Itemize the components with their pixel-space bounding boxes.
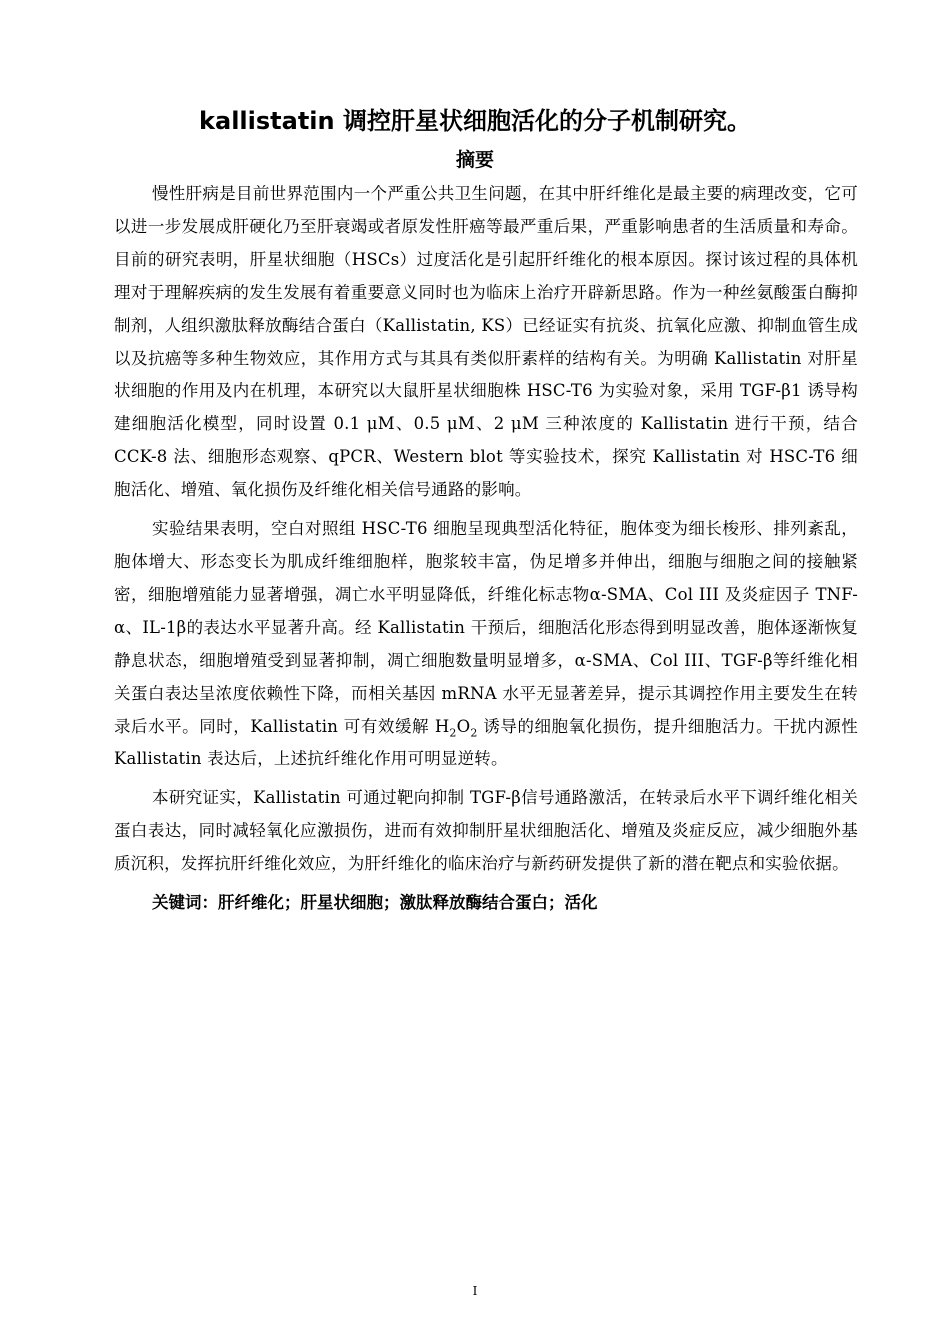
abstract-paragraph-3: 本研究证实，Kallistatin 可通过靶向抑制 TGF-β信号通路激活，在转录后水平下调纤维化相关蛋白表达，同时减轻氧化应激损伤，进而有效抑制肝星状细胞活化、增殖及炎症反应，减少细胞外基质沉积，发挥抗肝纤维化效应，为肝纤维化的临床治疗与新药研发提供了新的潜在靶点和实验依据。 bbox=[114, 788, 858, 874]
paragraph-2-text-part-1: 实验结果表明，空白对照组 HSC-T6 细胞呈现典型活化特征，胞体变为细长梭形、排列紊乱，胞体增大、形态变长为肌成纤维细胞样，胞浆较丰富，伪足增多并伸出，细胞与细胞之间的接触紧密，细胞增殖能力显著增强，凋亡水平明显降低，纤维化标志物α-SMA、Col III 及炎症因子 TNF-α、IL-1β的表达水平显著升高。经 Kallistatin 干预后，细胞活化形态得到明显改善，胞体逐渐恢复静息状态，细胞增殖受到显著抑制，凋亡细胞数量明显增多，α-SMA、Col III、TGF-β等纤维化相关蛋白表达呈浓度依赖性下降，而相关基因 mRNA 水平无显著差异，提示其调控作用主要发生在转录后水平。同时，Kallistatin 可有效缓解 H bbox=[114, 519, 858, 736]
abstract-heading: 摘要 bbox=[455, 149, 494, 171]
abstract-paragraph-1: 慢性肝病是目前世界范围内一个严重公共卫生问题，在其中肝纤维化是最主要的病理改变，它可以进一步发展成肝硬化乃至肝衰竭或者原发性肝癌等最严重后果，严重影响患者的生活质量和寿命。目前的研究表明，肝星状细胞（HSCs）过度活化是引起肝纤维化的根本原因。探讨该过程的具体机理对于理解疾病的发生发展有着重要意义同时也为临床上治疗开辟新思路。作为一种丝氨酸蛋白酶抑制剂，人组织激肽释放酶结合蛋白（Kallistatin, KS）已经证实有抗炎、抗氧化应激、抑制血管生成以及抗癌等多种生物效应，其作用方式与其具有类似肝素样的结构有关。为明确 Kallistatin 对肝星状细胞的作用及内在机理，本研究以大鼠肝星状细胞株 HSC-T6 为实验对象，采用 TGF-β1 诱导构建细胞活化模型，同时设置 0.1 μM、0.5 μM、2 μM 三种浓度的 Kallistatin 进行干预，结合 CCK-8 法、细胞形态观察、qPCR、Western blot 等实验技术，探究 Kallistatin 对 HSC-T6 细胞活化、增殖、氧化损伤及纤维化相关信号通路的影响。 bbox=[114, 184, 858, 500]
page-number: I bbox=[472, 1284, 478, 1298]
keywords-line: 关键词：肝纤维化；肝星状细胞；激肽释放酶结合蛋白；活化 bbox=[152, 893, 598, 913]
abstract-body bbox=[114, 178, 858, 919]
h2o2-oxygen: O bbox=[456, 716, 471, 736]
h2o2-h-subscript: 2 bbox=[449, 725, 457, 739]
h2o2-o-subscript: 2 bbox=[470, 725, 478, 739]
abstract-paragraph-2 bbox=[114, 513, 858, 776]
paper-title: kallistatin 调控肝星状细胞活化的分子机制研究。 bbox=[199, 107, 751, 135]
paragraph-2-text-part-2: 诱导的细胞氧化损伤，提升细胞活力。干扰内源性 Kallistatin 表达后，上述抗纤维化作用可明显逆转。 bbox=[114, 716, 858, 769]
